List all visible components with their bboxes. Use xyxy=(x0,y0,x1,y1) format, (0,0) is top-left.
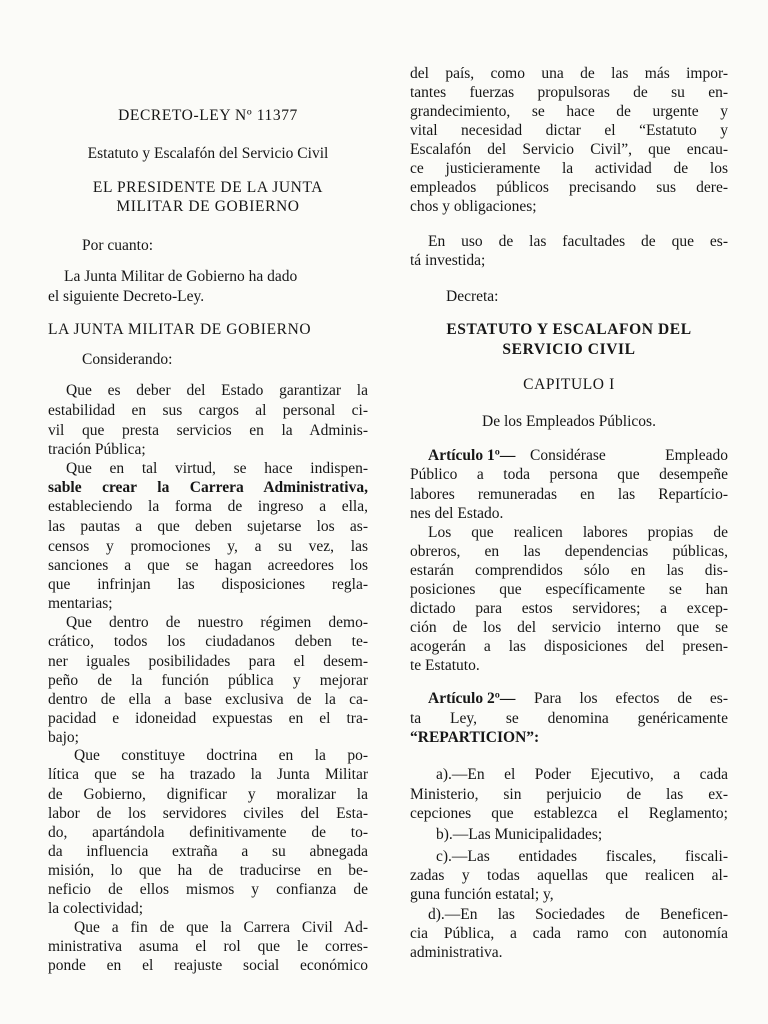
body-line: censos y promociones y, a su vez, las xyxy=(48,538,368,555)
capitulo-heading: CAPITULO I xyxy=(523,376,615,393)
body-line: tración Pública; xyxy=(48,441,146,458)
decree-subtitle: Estatuto y Escalafón del Servicio Civil xyxy=(87,145,329,162)
body-line: de Gobierno, dignificar y moralizar la xyxy=(48,786,368,803)
article-2-line: Para los efectos de es- xyxy=(534,690,728,707)
body-line: ner iguales posibilidades para el desem- xyxy=(48,653,368,670)
body-line: ministrativa asuma el rol que le corres- xyxy=(48,938,368,955)
body-line: estabilidad en sus cargos al personal ci- xyxy=(48,402,368,419)
list-item-line: cepciones que establezca el Reglamento; xyxy=(410,805,728,822)
list-item-line: a).—En el Poder Ejecutivo, a cada xyxy=(436,766,728,783)
capitulo-subtitle: De los Empleados Públicos. xyxy=(482,413,656,430)
article-1-paragraph-line: dictado para estos servidores; a excep- xyxy=(410,600,728,617)
body-line: do, apartándola definitivamente de to- xyxy=(48,824,368,841)
article-2-line: “REPARTICION”: xyxy=(410,729,540,746)
body-line: las pautas a que deben sujetarse los as- xyxy=(48,518,368,535)
president-heading-line-2: MILITAR DE GOBIERNO xyxy=(116,198,300,215)
uso-line-1: En uso de las facultades de que es- xyxy=(428,233,728,250)
body-line: chos y obligaciones; xyxy=(410,198,537,215)
body-line: dentro de ella a base exclusiva de la ca- xyxy=(48,691,368,708)
list-item-line: cia Pública, a cada ramo con autonomía xyxy=(410,925,728,942)
body-line: vil que presta servicios en la Adminis- xyxy=(48,422,368,439)
body-line: crático, todos los ciudadanos deben te- xyxy=(48,633,368,650)
article-1-paragraph-line: te Estatuto. xyxy=(410,657,480,674)
article-1-label: Artículo 1º— xyxy=(428,447,516,464)
body-line: Que en tal virtud, se hace indispen- xyxy=(66,460,368,477)
body-line: bajo; xyxy=(48,729,79,746)
article-1-line: Considérase Empleado xyxy=(530,447,728,464)
decreta: Decreta: xyxy=(446,288,499,305)
body-line: ce justicieramente la actividad de los xyxy=(410,160,728,177)
list-item-line: zadas y todas aquellas que realicen al- xyxy=(410,867,728,884)
article-1-paragraph-line: acogerán a las disposiciones del presen- xyxy=(410,638,728,655)
article-1-line: nes del Estado. xyxy=(410,505,504,522)
junta-heading: LA JUNTA MILITAR DE GOBIERNO xyxy=(48,321,312,338)
article-1-paragraph-line: estarán comprendidos sólo en las dis- xyxy=(410,562,728,579)
body-line: sanciones a que se hagan acreedores los xyxy=(48,557,368,574)
list-item-line: d).—En las Sociedades de Beneficen- xyxy=(428,906,728,923)
decree-number: DECRETO-LEY Nº 11377 xyxy=(118,107,298,124)
article-1-paragraph-line: obreros, en las dependencias públicas, xyxy=(410,543,728,560)
uso-line-2: tá investida; xyxy=(410,252,486,269)
body-line: que infrinjan las disposiciones regla- xyxy=(48,576,368,593)
article-1-paragraph-line: Los que realicen labores propias de xyxy=(428,524,728,541)
body-line: lítica que se ha trazado la Junta Militar xyxy=(48,766,368,783)
list-item-line: guna función estatal; y, xyxy=(410,886,554,903)
list-item-line: b).—Las Municipalidades; xyxy=(436,826,603,843)
body-line: vital necesidad dictar el “Estatuto y xyxy=(410,122,728,139)
article-2-label: Artículo 2º— xyxy=(428,690,516,707)
body-line: grandecimiento, se hace de urgente y xyxy=(410,103,728,120)
article-1-line: labores remuneradas en las Repartício- xyxy=(410,486,728,503)
body-line: la colectividad; xyxy=(48,900,144,917)
body-line: tantes fuerzas propulsoras de su en- xyxy=(410,84,728,101)
body-line: ponde en el reajuste social económico xyxy=(48,957,368,974)
body-line: mentarias; xyxy=(48,595,113,612)
list-item-line: c).—Las entidades fiscales, fiscali- xyxy=(436,848,728,865)
body-line: Que es deber del Estado garantizar la xyxy=(66,382,368,399)
intro-line-2: el siguiente Decreto-Ley. xyxy=(48,288,205,305)
body-line: Que constituye doctrina en la po- xyxy=(74,747,368,764)
body-line: labor de los servidores civiles del Esta- xyxy=(48,805,368,822)
body-line: del país, como una de las más impor- xyxy=(410,65,728,82)
president-heading-line-1: EL PRESIDENTE DE LA JUNTA xyxy=(92,179,324,196)
article-1-paragraph-line: posiciones que específicamente se han xyxy=(410,581,728,598)
estatuto-heading-line-2: SERVICIO CIVIL xyxy=(502,341,636,358)
considerando: Considerando: xyxy=(82,351,173,368)
article-1-paragraph-line: ción de los del servicio interno que se xyxy=(410,619,728,636)
body-line: estableciendo la forma de ingreso a ella, xyxy=(48,498,368,515)
intro-line-1: La Junta Militar de Gobierno ha dado xyxy=(64,268,298,285)
por-cuanto: Por cuanto: xyxy=(82,237,154,254)
list-item-line: administrativa. xyxy=(410,944,503,961)
body-line: Que a fin de que la Carrera Civil Ad- xyxy=(74,919,368,936)
body-line: peño de la función pública y mejorar xyxy=(48,672,368,689)
body-line: Que dentro de nuestro régimen demo- xyxy=(66,614,368,631)
body-line: pacidad e idoneidad expuestas en el tra- xyxy=(48,710,368,727)
article-1-line: Público a toda persona que desempeñe xyxy=(410,466,728,483)
body-line: Escalafón del Servicio Civil”, que encau- xyxy=(410,141,728,158)
body-line: misión, lo que ha de traducirse en be- xyxy=(48,862,368,879)
estatuto-heading-line-1: ESTATUTO Y ESCALAFON DEL xyxy=(446,321,692,338)
list-item-line: Ministerio, sin perjuicio de las ex- xyxy=(410,786,728,803)
body-line: da influencia extraña a su abnegada xyxy=(48,843,368,860)
body-line: neficio de ellos mismos y confianza de xyxy=(48,881,368,898)
article-2-line: ta Ley, se denomina genéricamente xyxy=(410,710,728,727)
body-line: sable crear la Carrera Administrativa, xyxy=(48,479,368,496)
body-line: empleados públicos precisando sus dere- xyxy=(410,179,728,196)
